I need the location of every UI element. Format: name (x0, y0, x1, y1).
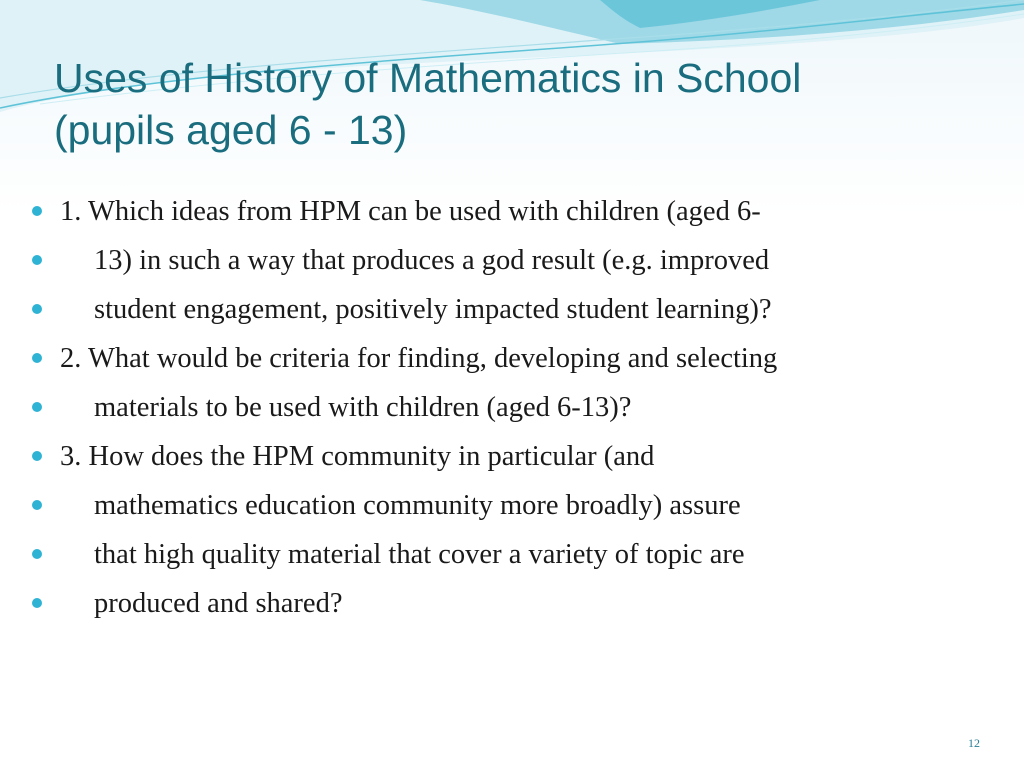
slide-number: 12 (968, 736, 980, 750)
bullet-item (30, 383, 1000, 432)
bullet-text: 1. Which ideas from HPM can be used with children (aged 6- (60, 196, 761, 227)
bullet-item (30, 432, 1000, 481)
title-line-2: (pupils aged 6 - 13) (54, 107, 408, 153)
bullet-text: materials to be used with children (aged 6-13)? (94, 392, 632, 423)
bullet-dot-icon (32, 402, 42, 412)
bullet-item (30, 285, 1000, 334)
bullet-dot-icon (32, 304, 42, 314)
bullet-item (30, 334, 1000, 383)
bullet-text: that high quality material that cover a variety of topic are (94, 539, 745, 570)
title-line-1: Uses of History of Mathematics in School (54, 55, 802, 101)
bullet-item (30, 236, 1000, 285)
bullet-dot-icon (32, 353, 42, 363)
bullet-dot-icon (32, 549, 42, 559)
bullet-dot-icon (32, 598, 42, 608)
bullet-text: mathematics education community more broadly) assure (94, 490, 741, 521)
bullet-list (30, 187, 1000, 628)
bullet-item (30, 530, 1000, 579)
bullet-item (30, 187, 1000, 236)
bullet-dot-icon (32, 206, 42, 216)
bullet-text: student engagement, positively impacted student learning)? (94, 294, 772, 325)
slide-title (54, 52, 974, 156)
bullet-dot-icon (32, 500, 42, 510)
bullet-text: 13) in such a way that produces a god result (e.g. improved (94, 245, 770, 276)
bullet-item (30, 481, 1000, 530)
bullet-text: 2. What would be criteria for finding, developing and selecting (60, 343, 778, 374)
bullet-text: produced and shared? (94, 588, 343, 619)
bullet-dot-icon (32, 451, 42, 461)
bullet-item (30, 579, 1000, 628)
bullet-text: 3. How does the HPM community in particular (and (60, 441, 655, 472)
bullet-dot-icon (32, 255, 42, 265)
